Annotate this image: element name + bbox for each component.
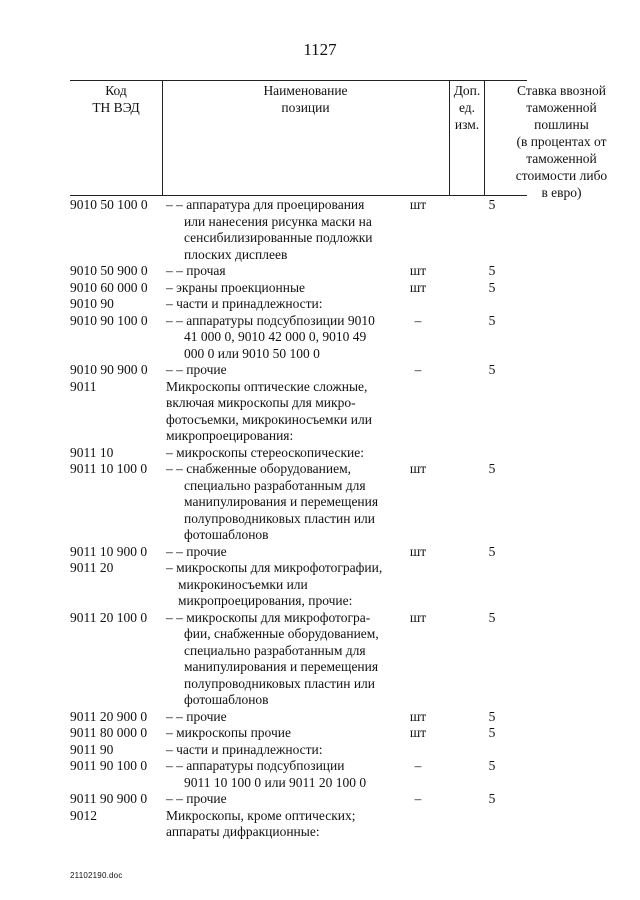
row-code: 9011 80 000 0 [70,725,148,740]
row-unit: – [414,791,422,806]
row-description: Микроскопы оптические сложные, включая микроскопы для микро- фотосъемки, микрокиносъемки или микропроецирования: [166,378,372,443]
header-divider [449,81,450,195]
table-row [70,197,590,263]
row-rate: 5 [488,708,496,724]
row-description: – экраны проекционные [166,279,306,295]
row-rate: 5 [488,543,496,559]
row-rate: 5 [488,758,496,773]
row-code: 9010 50 100 0 [70,197,148,212]
header-rate: Ставка ввозной таможенной пошлины (в процентах от таможенной стоимости либо в евро) [515,83,608,200]
row-code: 9011 20 100 0 [70,609,148,625]
row-code: 9011 10 100 0 [70,461,148,476]
row-rate: 5 [488,279,496,295]
table-row [70,709,590,726]
row-code: 9011 20 [70,560,114,575]
table-row [70,560,590,610]
row-code: 9010 90 900 0 [70,362,148,377]
row-code: 9011 [70,378,97,394]
row-code: 9012 [70,807,97,823]
row-description: – микроскопы стереоскопические: [166,444,364,460]
table-row [70,379,590,445]
table-row [70,445,590,462]
table-row [70,296,590,313]
row-rate: 5 [488,312,496,328]
table-row [70,461,590,544]
row-description: – – аппаратуры подсубпозиции 9010 41 000 0, 9010 42 000 0, 9010 49 000 0 или 9010 50 100 0 [166,312,375,361]
table-row [70,263,590,280]
row-code: 9010 60 000 0 [70,279,148,295]
row-code: 9011 90 100 0 [70,758,148,773]
row-unit: шт [409,609,427,625]
table-row [70,758,590,791]
row-code: 9011 10 [70,444,114,460]
row-code: 9010 50 900 0 [70,263,148,278]
row-unit: – [414,312,422,328]
row-description: Микроскопы, кроме оптических; аппараты дифракционные: [166,807,356,839]
header-unit: Доп. ед. изм. [453,83,481,132]
row-unit: шт [409,725,427,740]
row-rate: 5 [488,725,496,740]
table-row [70,362,590,379]
row-unit: шт [409,461,427,476]
tariff-table-body [70,197,590,841]
header-name: Наименование позиции [263,83,348,115]
row-description: – – микроскопы для микрофотогра- фии, снабженные оборудованием, специально разработанным для манипулирования и перемещения полупроводниковых пластин или фотошаблонов [166,609,379,707]
row-description: – – прочие [166,543,227,559]
row-description: – микроскопы прочие [166,725,291,740]
header-code: Код ТН ВЭД [92,83,140,115]
row-unit: шт [409,197,427,212]
row-code: 9011 20 900 0 [70,708,148,724]
table-row [70,725,590,742]
row-code: 9010 90 100 0 [70,312,148,328]
row-description: – – прочие [166,362,227,377]
document-filename: 21102190.doc [70,871,123,880]
row-rate: 5 [488,461,496,476]
row-rate: 5 [488,263,496,278]
row-description: – – аппаратуры подсубпозиции 9011 10 100 0 или 9011 20 100 0 [166,758,367,790]
table-row [70,742,590,759]
row-description: – – прочие [166,791,227,806]
row-code: 9011 90 [70,741,114,757]
row-unit: – [414,362,422,377]
row-code: 9010 90 [70,296,114,311]
row-rate: 5 [488,791,496,806]
table-row [70,544,590,561]
row-unit: шт [409,543,427,559]
row-unit: – [414,758,422,773]
row-description: – части и принадлежности: [166,296,323,311]
table-header [70,80,608,200]
table-row [70,808,590,841]
row-rate: 5 [488,197,496,212]
page-number: 1127 [303,40,337,59]
row-code: 9011 90 900 0 [70,791,148,806]
row-description: – – снабженные оборудованием, специально разработанным для манипулирования и перемещения полупроводниковых пластин или фотошаблонов [166,461,379,542]
row-description: – микроскопы для микрофотографии, микрокиносъемки или микропроецирования, прочие: [166,560,383,608]
row-description: – – прочие [166,708,227,724]
table-row [70,791,590,808]
row-code: 9011 10 900 0 [70,543,148,559]
row-unit: шт [409,279,427,295]
row-unit: шт [409,263,427,278]
table-row [70,313,590,363]
row-description: – – прочая [166,263,226,278]
row-rate: 5 [488,362,496,377]
row-unit: шт [409,708,427,724]
row-description: – – аппаратура для проецирования или нанесения рисунка маски на сенсибилизированные подложки плоских дисплеев [166,197,373,262]
table-row [70,610,590,709]
row-rate: 5 [488,609,496,625]
row-description: – части и принадлежности: [166,741,323,757]
table-row [70,280,590,297]
